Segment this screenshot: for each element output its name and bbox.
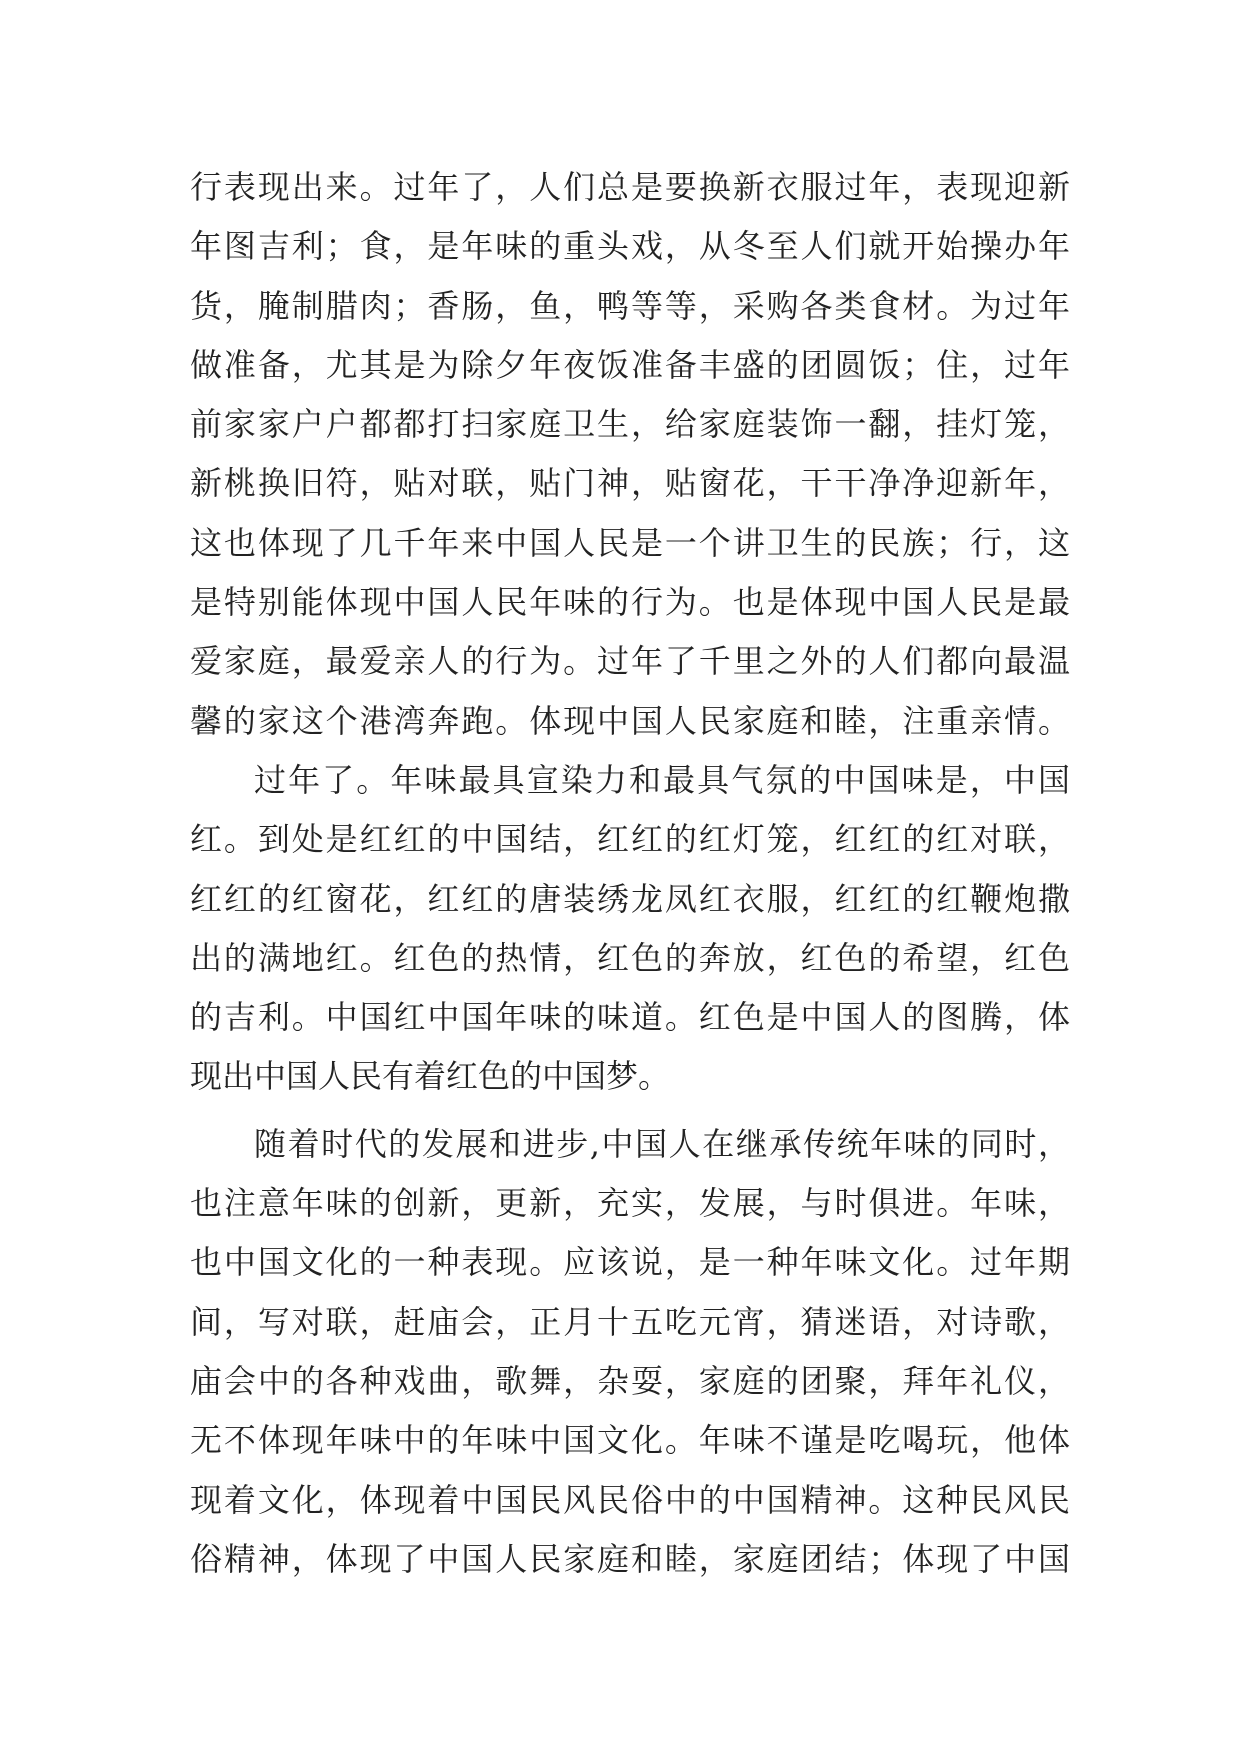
text-line: 出的满地红。红色的热情，红色的奔放，红色的希望，红色: [190, 938, 1070, 977]
text-line: 也注意年味的创新，更新，充实，发展，与时俱进。年味，: [190, 1184, 1070, 1223]
text-line: 也中国文化的一种表现。应该说，是一种年味文化。过年期: [190, 1243, 1070, 1282]
text-line: 行表现出来。过年了，人们总是要换新衣服过年，表现迎新: [190, 168, 1070, 206]
text-line: 是特别能体现中国人民年味的行为。也是体现中国人民是最: [190, 583, 1070, 622]
text-line: 前家家户户都都打扫家庭卫生，给家庭装饰一翻，挂灯笼，: [190, 405, 1070, 444]
document-body: [190, 158, 1070, 1589]
text-line: 庙会中的各种戏曲，歌舞，杂耍，家庭的团聚，拜年礼仪，: [190, 1361, 1070, 1400]
text-line: 的吉利。中国红中国年味的味道。红色是中国人的图腾，体: [190, 998, 1070, 1037]
text-line: 间，写对联，赶庙会，正月十五吃元宵，猜迷语，对诗歌，: [190, 1302, 1070, 1341]
text-line: 年图吉利；食，是年味的重头戏，从冬至人们就开始操办年: [190, 227, 1070, 266]
paragraph-2: [190, 751, 1070, 1107]
paragraph-3: [190, 1115, 1070, 1589]
text-line: 爱家庭，最爱亲人的行为。过年了千里之外的人们都向最温: [190, 642, 1070, 681]
text-line: 红。到处是红红的中国结，红红的红灯笼，红红的红对联，: [190, 820, 1070, 859]
text-line: 新桃换旧符，贴对联，贴门神，贴窗花，干干净净迎新年，: [190, 464, 1070, 503]
text-line: 俗精神，体现了中国人民家庭和睦，家庭团结；体现了中国: [190, 1539, 1070, 1578]
paragraph-1: [190, 158, 1070, 751]
text-line: 现出中国人民有着红色的中国梦。: [190, 1057, 671, 1096]
text-line: 随着时代的发展和进步,中国人在继承传统年味的同时，: [254, 1124, 1070, 1163]
text-line: 现着文化，体现着中国民风民俗中的中国精神。这种民风民: [190, 1480, 1070, 1519]
text-line: 馨的家这个港湾奔跑。体现中国人民家庭和睦，注重亲情。: [190, 701, 1070, 740]
text-line: 这也体现了几千年来中国人民是一个讲卫生的民族；行，这: [190, 523, 1070, 562]
text-line: 红红的红窗花，红红的唐装绣龙凤红衣服，红红的红鞭炮撒: [190, 879, 1070, 918]
text-line: 无不体现年味中的年味中国文化。年味不谨是吃喝玩，他体: [190, 1421, 1070, 1460]
paragraph-spacer: [190, 1107, 1070, 1115]
text-line: 做准备，尤其是为除夕年夜饭准备丰盛的团圆饭；住，过年: [190, 345, 1070, 384]
text-line: 货，腌制腊肉；香肠，鱼，鸭等等，采购各类食材。为过年: [190, 286, 1070, 325]
text-line: 过年了。年味最具宣染力和最具气氛的中国味是，中国: [254, 760, 1070, 799]
